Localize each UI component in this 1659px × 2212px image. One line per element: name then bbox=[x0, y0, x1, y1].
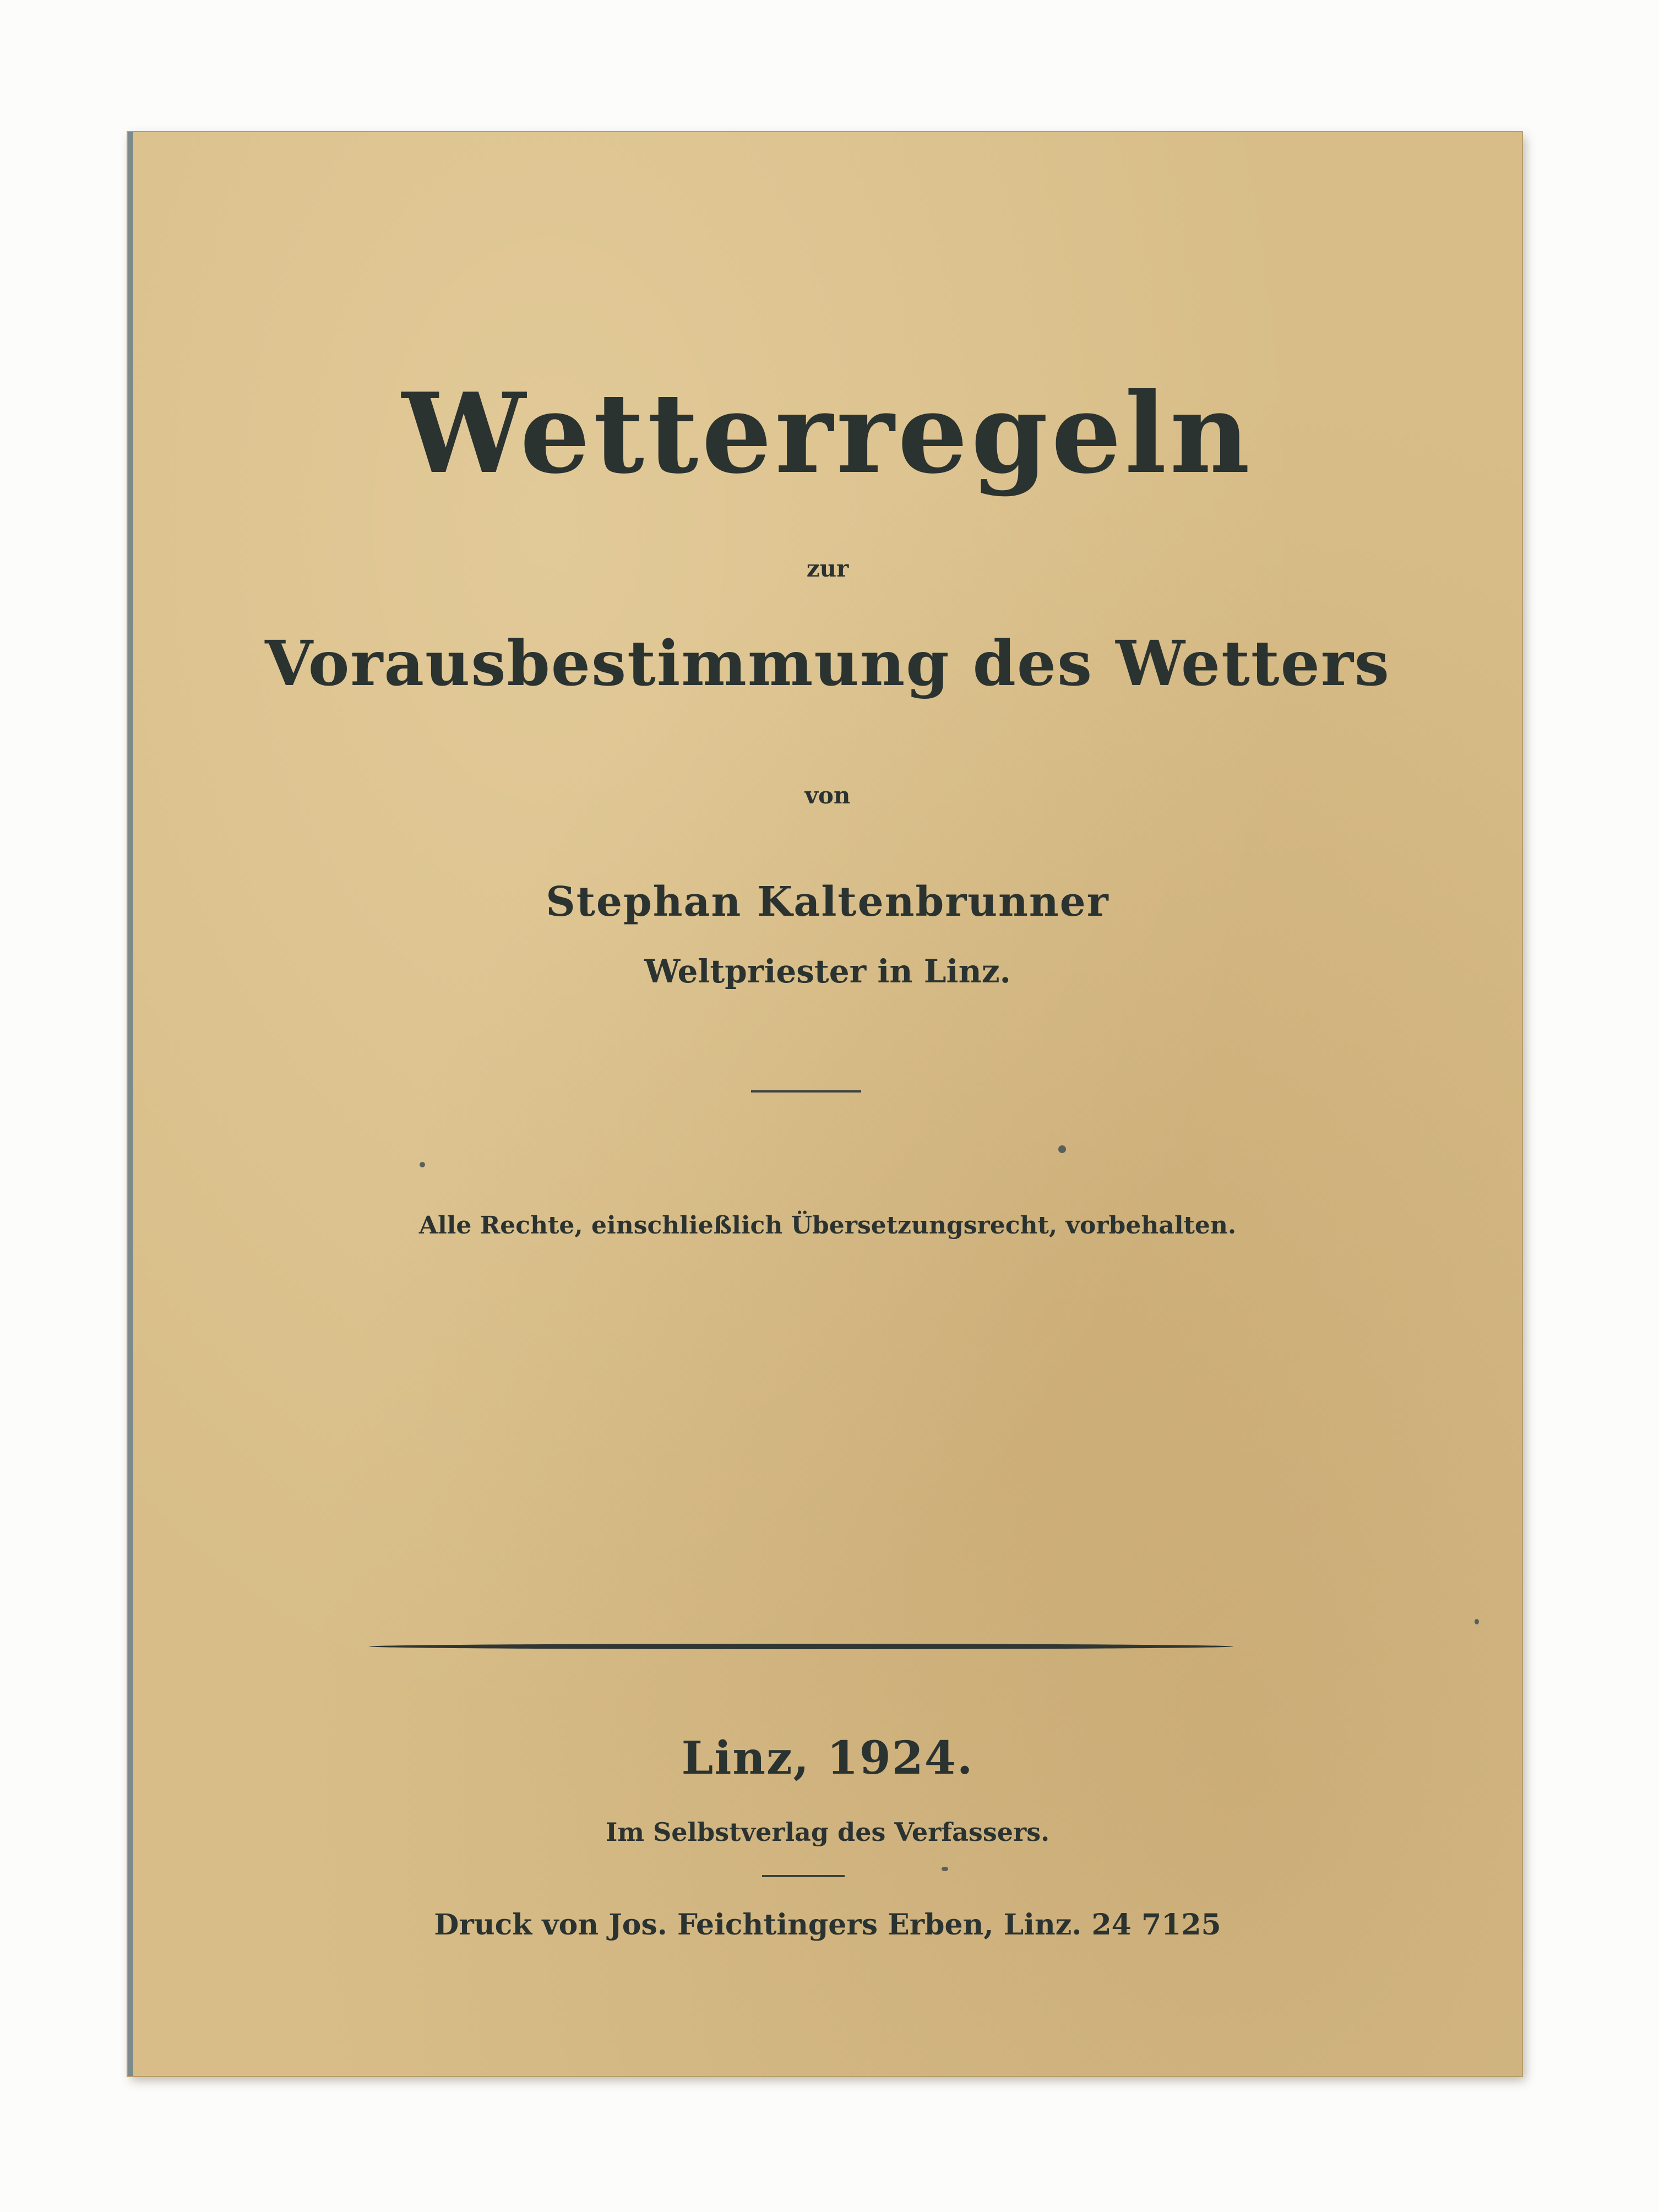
paper-speck bbox=[942, 1867, 948, 1871]
booklet-cover bbox=[128, 132, 1522, 2076]
cover-subtitle: Vorausbestimmung des Wetters bbox=[265, 628, 1390, 700]
small-divider bbox=[762, 1875, 845, 1877]
paper-speck bbox=[1058, 1145, 1066, 1153]
author-name: Stephan Kaltenbrunner bbox=[546, 878, 1109, 926]
short-divider bbox=[751, 1090, 861, 1093]
paper-speck bbox=[420, 1162, 425, 1167]
place-year: Linz, 1924. bbox=[681, 1732, 974, 1785]
cover-title: Wetterregeln bbox=[401, 369, 1254, 498]
printer-line: Druck von Jos. Feichtingers Erben, Linz. 24 7125 bbox=[434, 1908, 1221, 1942]
long-divider bbox=[369, 1644, 1233, 1649]
author-role: Weltpriester in Linz. bbox=[644, 953, 1011, 990]
paper-speck bbox=[1475, 1619, 1479, 1624]
connector-zur: zur bbox=[806, 555, 849, 582]
publisher-line: Im Selbstverlag des Verfassers. bbox=[605, 1817, 1050, 1847]
connector-von: von bbox=[804, 782, 851, 809]
rights-notice: Alle Rechte, einschließlich Übersetzungsrecht, vorbehalten. bbox=[418, 1211, 1237, 1240]
